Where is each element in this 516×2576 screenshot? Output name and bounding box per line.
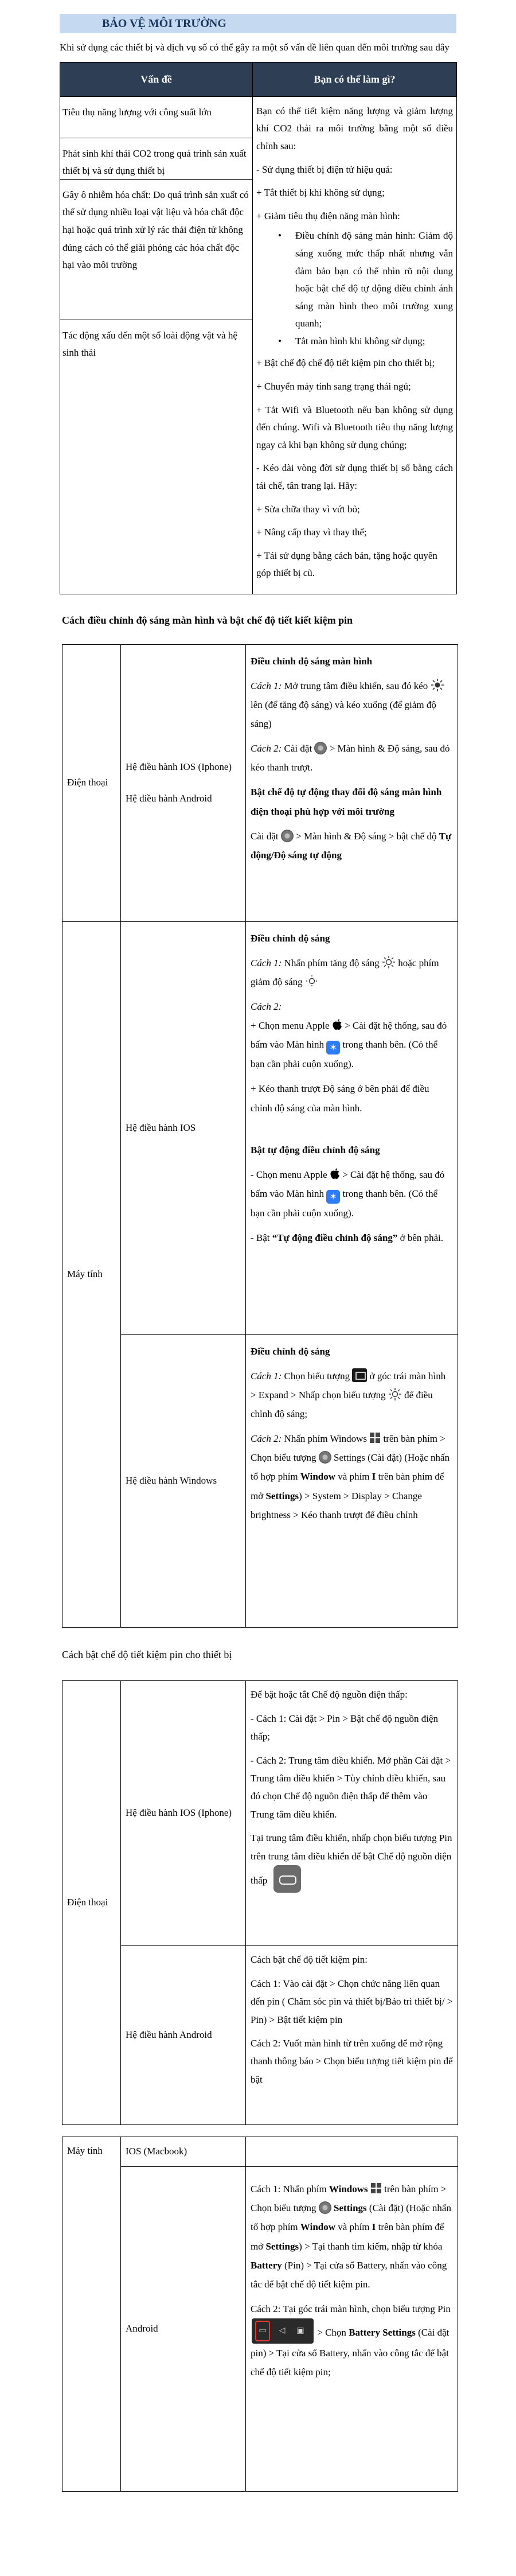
device-cell: Điện thoại: [62, 644, 121, 921]
brightness-up-icon: [382, 955, 396, 969]
display-settings-icon: ✶: [326, 1190, 340, 1204]
instruction-step: Cách 2: Tại góc trái màn hình, chọn biểu tượng Pin ▭ ◁ ▣ > Chọn Battery Settings (Cài đặt pin) > Tại cửa sổ Battery, nhấn vào công tắc để bật chế độ tiết kiệm pin;: [251, 2303, 451, 2378]
instruction-step: Cách 2: Nhấn phím Windows trên bàn phím > Chọn biểu tượng Settings (Cài đặt) (Hoặc nhấn tổ hợp phím Window và phím I trên bàn phím để mở Settings) > System > Display > Change brightness > Kéo thanh trượt để điều chỉnh: [251, 1433, 450, 1520]
instruction-step: Cách 1: Chọn biểu tượng ở góc trái màn hình > Expand > Nhấp chọn biểu tượng để điều chỉnh độ sáng;: [251, 1367, 453, 1423]
instruction-step: + Chọn menu Apple > Cài đặt hệ thống, sau đó bấm vào Màn hình ✶ trong thanh bên. (Có thể bạn cần phải cuộn xuống).: [251, 1016, 453, 1073]
os-cell: Hệ điều hành Windows: [121, 1334, 246, 1627]
instruction-step: - Cách 2: Trung tâm điều khiển. Mở phần Cài đặt > Trung tâm điều khiển > Tùy chỉnh điều khiển, sau đó chọn Chế độ nguồn điện thấp để thêm vào Trung tâm điều khiển.: [251, 1754, 451, 1820]
solution-line: + Tái sử dụng bằng cách bán, tặng hoặc quyên góp thiết bị cũ.: [256, 550, 437, 579]
taskbar-battery-icon: ▭ ◁ ▣: [252, 2318, 314, 2344]
solution-line: - Sử dụng thiết bị điện tử hiệu quả:: [256, 164, 393, 175]
instruction-heading: Bật chế độ tự động thay đổi độ sáng màn hình điện thoại phù hợp với môi trường: [251, 787, 442, 817]
instruction-step: Cách 1: Nhấn phím Windows trên bàn phím > Chọn biểu tượng Settings (Cài đặt) (Hoặc nhấn tổ hợp phím Window và phím I trên bàn phím để mở Settings) > Tại thanh tìm kiếm, nhập từ khóa Battery (Pin) > Tại cửa sổ Battery, nhấn vào công tắc để bật chế độ tiết kiệm pin.: [251, 2184, 451, 2290]
table-header-row: [60, 62, 457, 96]
settings-gear-icon: [319, 1451, 331, 1464]
instruction-heading: Điều chỉnh độ sáng: [251, 1345, 330, 1357]
instructions-cell: [246, 1681, 458, 1946]
solution-line: + Chuyển máy tính sang trạng thái ngủ;: [256, 381, 411, 392]
solution-line: + Tắt Wifi và Bluetooth nếu bạn không sử dụng đến chúng. Wifi và Bluetooth tiêu thụ năng lượng ngay cả khi bạn không sử dụng chúng;: [256, 404, 453, 450]
os-cell: IOS (Macbook): [121, 2137, 246, 2167]
device-cell: Máy tính: [62, 2137, 121, 2492]
empty-cell: [246, 2137, 458, 2167]
instruction-step: Cách 1: Nhấn phím tăng độ sáng hoặc phím giảm độ sáng: [251, 954, 453, 991]
instructions-cell: [246, 1334, 458, 1627]
issue-item: Tác động xấu đến một số loài động vật và hệ sinh thái: [62, 329, 237, 359]
solution-line: + Giảm tiêu thụ điện năng màn hình:: [256, 210, 400, 221]
table-row: [62, 644, 458, 921]
instruction-step: - Cách 1: Cài đặt > Pin > Bật chế độ nguồn điện thấp;: [251, 1713, 439, 1742]
instruction-step-label: Cách 2:: [251, 1001, 282, 1013]
solution-line: + Nâng cấp thay vì thay thế;: [256, 527, 367, 538]
brightness-icon: [388, 1387, 402, 1401]
instruction-step: Cách bật chế độ tiết kiệm pin:: [251, 1954, 368, 1966]
solution-line: + Bật chế độ chế độ tiết kiệm pin cho thiết bị;: [256, 357, 435, 369]
environment-issues-table: [60, 62, 457, 594]
issue-item: Tiêu thụ năng lượng với công suất lớn: [60, 97, 252, 138]
solutions-column: [253, 96, 457, 594]
settings-gear-icon: [314, 742, 327, 754]
os-ios-label: Hệ điều hành IOS (Iphone): [126, 761, 232, 772]
instruction-heading: Bật tự động điều chỉnh độ sáng: [251, 1144, 380, 1155]
table-row: [62, 2167, 458, 2492]
instruction-step: Cách 2: Cài đặt > Màn hình & Độ sáng, sau đó kéo thanh trượt.: [251, 743, 450, 773]
solution-line: - Kéo dài vòng đời sử dụng thiết bị số bằng cách tái chế, tân trang lại. Hãy:: [256, 462, 453, 492]
os-cell: Android: [121, 2167, 246, 2492]
brightness-down-icon: [305, 974, 319, 988]
battery-computer-table: [62, 2137, 458, 2492]
list-item: • Điều chỉnh độ sáng màn hình: Giảm độ sáng xuống mức thấp nhất nhưng vẫn đảm bảo bạn có thể nhìn rõ nội dung hoặc bật chế độ tự động điều chỉnh ánh sáng màn hình theo môi trường xung quanh;: [295, 227, 453, 333]
device-cell: Máy tính: [62, 921, 121, 1627]
display-settings-icon: ✶: [326, 1041, 340, 1054]
instruction-step: Để bật hoặc tắt Chế độ nguồn điện thấp:: [251, 1689, 408, 1701]
battery-phone-table: [62, 1680, 458, 2125]
instruction-step: - Bật “Tự động điều chỉnh độ sáng” ở bên phải.: [251, 1232, 444, 1244]
brightness-table: [62, 644, 458, 1628]
instruction-step: Cài đặt > Màn hình & Độ sáng > bật chế độ Tự động/Độ sáng tự động: [251, 830, 452, 861]
os-cell: [121, 644, 246, 921]
windows-logo-icon: [369, 1432, 381, 1443]
list-item: • Tắt màn hình khi không sử dụng;: [295, 333, 453, 351]
table-row: [62, 1946, 458, 2125]
instruction-step: Tại trung tâm điều khiển, nhấp chọn biểu tượng Pin trên trung tâm điều khiển để bật Chế độ nguồn điện thấp: [251, 1829, 453, 1893]
table-row: [62, 921, 458, 1334]
settings-gear-icon: [281, 830, 294, 842]
table-row: [62, 1681, 458, 1946]
apple-logo-icon: [332, 1018, 342, 1030]
os-cell: Hệ điều hành IOS (Iphone): [121, 1681, 246, 1946]
device-cell: Điện thoại: [62, 1681, 121, 2125]
windows-logo-icon: [370, 2182, 382, 2194]
action-center-icon: [352, 1368, 367, 1382]
instruction-step: - Chọn menu Apple > Cài đặt hệ thống, sau đó bấm vào Màn hình ✶ trong thanh bên. (Có thể bạn cần phải cuộn xuống).: [251, 1165, 453, 1223]
instructions-cell: [246, 921, 458, 1334]
apple-logo-icon: [330, 1167, 340, 1180]
solution-line: + Sửa chữa thay vì vứt bỏ;: [256, 503, 360, 515]
issue-item: Gây ô nhiễm hóa chất: Do quá trình sản xuất có thể sử dụng nhiều loại vật liệu và hóa chất độc hại hoặc quá trình xử lý rác thải điện tử không đúng cách có thể giải phóng các hóa chất độc hại vào môi trường: [60, 180, 252, 320]
section-heading-brightness: Cách điều chỉnh độ sáng màn hình và bật chế độ tiết kiết kiệm pin: [62, 614, 353, 626]
solution-line: + Tắt thiết bị khi không sử dụng;: [256, 187, 385, 199]
low-power-mode-icon: [273, 1865, 301, 1893]
table-row: [62, 2137, 458, 2167]
table-row: [62, 1334, 458, 1627]
table-row: [60, 96, 457, 594]
header-issue: Vấn đề: [60, 62, 253, 96]
os-cell: Hệ điều hành IOS: [121, 921, 246, 1334]
issues-column: [60, 96, 253, 594]
header-solution: Bạn có thể làm gì?: [253, 62, 457, 96]
instructions-cell: [246, 1946, 458, 2125]
brightness-bullets: [256, 227, 453, 350]
brightness-icon: [431, 678, 444, 692]
instructions-cell: [246, 2167, 458, 2492]
page-title: BẢO VỆ MÔI TRƯỜNG: [60, 14, 456, 33]
instruction-step: Cách 1: Vào cài đặt > Chọn chức năng liên quan đến pin ( Chăm sóc pin và thiết bị/Bảo trì thiết bị/ > Pin) > Bật tiết kiệm pin: [251, 1978, 453, 2025]
instruction-step: + Kéo thanh trượt Độ sáng ở bên phải để điều chỉnh độ sáng của màn hình.: [251, 1083, 429, 1114]
os-android-label: Hệ điều hành Android: [126, 792, 212, 804]
instruction-heading: Điều chỉnh độ sáng: [251, 932, 330, 944]
instruction-step: Cách 1: Mở trung tâm điều khiển, sau đó kéo lên (để tăng độ sáng) và kéo xuống (để giảm độ sáng): [251, 676, 453, 733]
instruction-step: Cách 2: Vuốt màn hình từ trên xuống để mở rộng thanh thông báo > Chọn biểu tượng tiết kiệm pin để bật: [251, 2037, 453, 2085]
settings-gear-icon: [319, 2201, 331, 2214]
issue-item: Phát sinh khí thải CO2 trong quá trình sản xuất thiết bị và sử dụng thiết bị: [60, 138, 252, 180]
solution-intro: Bạn có thể tiết kiệm năng lượng và giảm lượng khí CO2 thải ra môi trường bằng một số điều chỉnh sau:: [256, 105, 453, 151]
section-heading-battery: Cách bật chế độ tiết kiệm pin cho thiết bị: [62, 1648, 232, 1660]
intro-text: Khi sử dụng các thiết bị và dịch vụ số có thể gây ra một số vấn đề liên quan đến môi trường sau đây: [60, 42, 449, 53]
instructions-cell: [246, 644, 458, 921]
os-cell: Hệ điều hành Android: [121, 1946, 246, 2125]
instruction-heading: Điều chỉnh độ sáng màn hình: [251, 655, 373, 667]
